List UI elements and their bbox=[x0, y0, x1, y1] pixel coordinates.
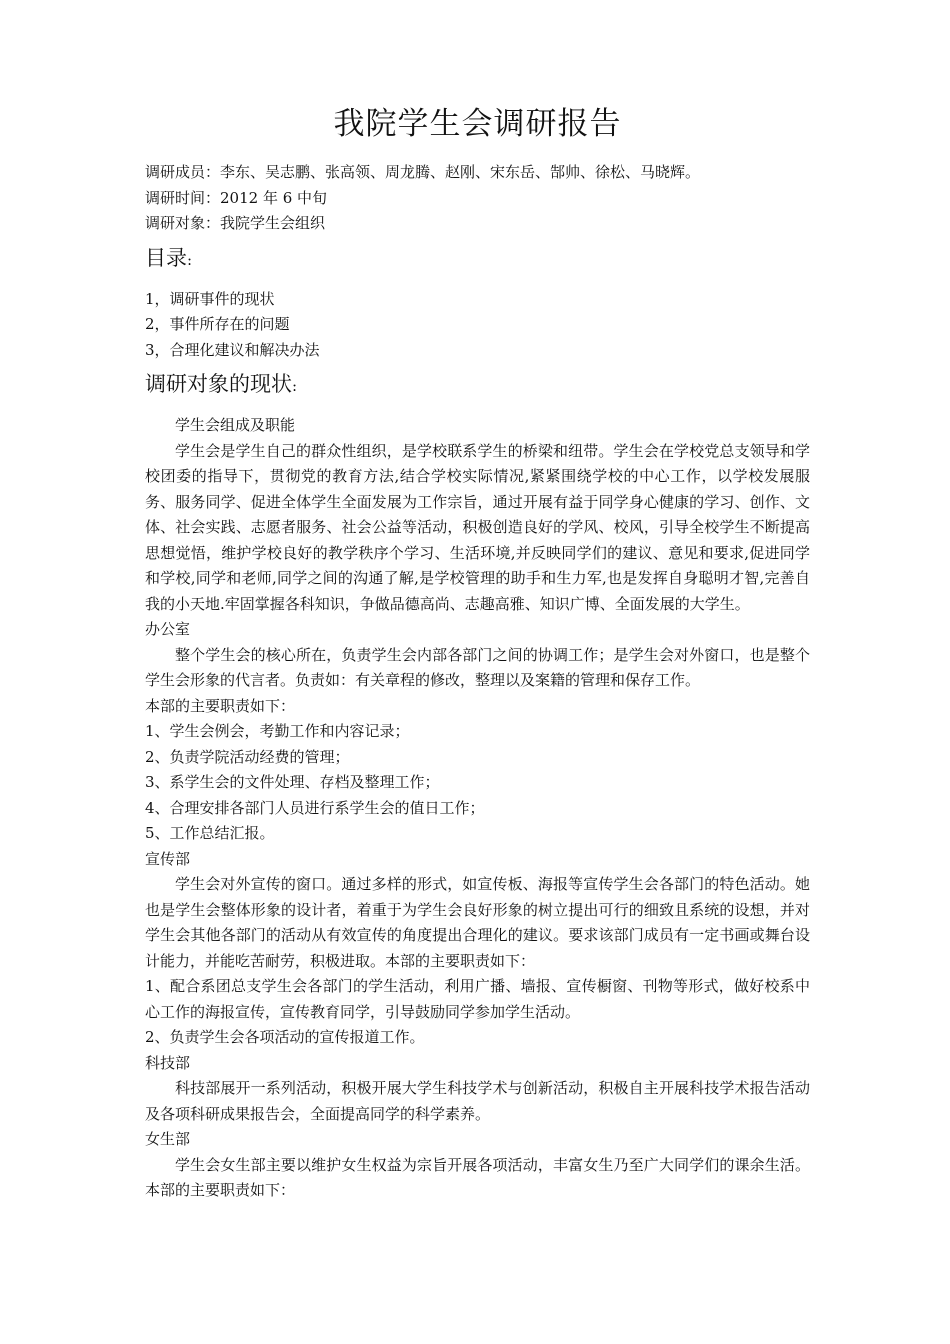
office-duty-item: 3、系学生会的文件处理、存档及整理工作； bbox=[145, 773, 440, 791]
toc-list bbox=[145, 287, 810, 364]
office-duty-item: 5、工作总结汇报。 bbox=[145, 824, 275, 842]
meta-object: 调研对象：我院学生会组织 bbox=[145, 214, 326, 232]
toc-heading bbox=[145, 241, 810, 277]
science-name: 科技部 bbox=[145, 1053, 191, 1072]
toc-item: 2，事件所存在的问题 bbox=[145, 315, 290, 333]
office-duty-intro: 本部的主要职责如下： bbox=[145, 696, 296, 715]
toc-heading-colon: : bbox=[187, 250, 193, 269]
publicity-duty-item: 1、配合系团总支学生会各部门的学生活动，利用广播、墙报、宣传橱窗、刊物等形式，做好校系中心工作的海报宣传，宣传教育同学，引导鼓励同学参加学生活动。 bbox=[145, 977, 810, 1021]
toc-item: 1，调研事件的现状 bbox=[145, 289, 275, 308]
publicity-name: 宣传部 bbox=[145, 849, 191, 868]
publicity-desc: 学生会对外宣传的窗口。通过多样的形式，如宣传板、海报等宣传学生会各部门的特色活动。她也是学生会整体形象的设计者，着重于为学生会良好形象的树立提出可行的细致且系统的设想，并对学生会其他各部门的活动从有效宣传的角度提出合理化的建议。要求该部门成员有一定书画或舞台设计能力，并能吃苦耐劳，积极进取。本部的主要职责如下： bbox=[145, 875, 810, 970]
status-heading bbox=[145, 367, 810, 403]
office-duty-item: 1、学生会例会，考勤工作和内容记录； bbox=[145, 722, 410, 740]
female-name: 女生部 bbox=[145, 1130, 191, 1148]
status-intro: 学生会是学生自己的群众性组织，是学校联系学生的桥梁和纽带。学生会在学校党总支领导和学校团委的指导下，贯彻党的教育方法,结合学校实际情况,紧紧围绕学校的中心工作，以学校发展服务、服务同学、促进全体学生全面发展为工作宗旨，通过开展有益于同学身心健康的学习、创作、文体、社会实践、志愿者服务、社会公益等活动，积极创造良好的学风、校风，引导全校学生不断提高思想觉悟，维护学校良好的教学秩序个学习、生活环境,并反映同学们的建议、意见和要求,促进同学和学校,同学和老师,同学之间的沟通了解,是学校管理的助手和生力军,也是发挥自身聪明才智,完善自我的小天地.牢固掌握各科知识，争做品德高尚、志趣高雅、知识广博、全面发展的大学生。 bbox=[145, 441, 810, 613]
report-meta bbox=[145, 160, 810, 237]
status-heading-colon: : bbox=[292, 377, 298, 395]
office-duty-item: 2、负责学院活动经费的管理； bbox=[145, 747, 350, 766]
meta-time: 调研时间：2012 年 6 中旬 bbox=[145, 188, 328, 207]
meta-members: 调研成员：李东、吴志鹏、张高领、周龙腾、赵刚、宋东岳、郜帅、徐松、马晓辉。 bbox=[145, 163, 701, 181]
status-subtitle: 学生会组成及职能 bbox=[175, 416, 296, 434]
publicity-duty-item: 2、负责学生会各项活动的宣传报道工作。 bbox=[145, 1028, 425, 1046]
toc-item: 3，合理化建议和解决办法 bbox=[145, 340, 320, 359]
office-desc: 整个学生会的核心所在，负责学生会内部各部门之间的协调工作；是学生会对外窗口，也是整个学生会形象的代言者。负责如：有关章程的修改，整理以及案籍的管理和保存工作。 bbox=[145, 645, 810, 689]
science-desc: 科技部展开一系列活动，积极开展大学生科技学术与创新活动，积极自主开展科技学术报告活动及各项科研成果报告会，全面提高同学的科学素养。 bbox=[145, 1079, 810, 1123]
office-duty-item: 4、合理安排各部门人员进行系学生会的值日工作； bbox=[145, 798, 485, 817]
document-title: 我院学生会调研报告 bbox=[333, 106, 622, 142]
toc-heading-text: 目录 bbox=[145, 245, 187, 270]
document-page bbox=[145, 100, 810, 1204]
office-name: 办公室 bbox=[145, 620, 191, 638]
status-heading-text: 调研对象的现状 bbox=[145, 372, 292, 396]
female-desc: 学生会女生部主要以维护女生权益为宗旨开展各项活动，丰富女生乃至广大同学们的课余生活。本部的主要职责如下： bbox=[145, 1155, 810, 1199]
